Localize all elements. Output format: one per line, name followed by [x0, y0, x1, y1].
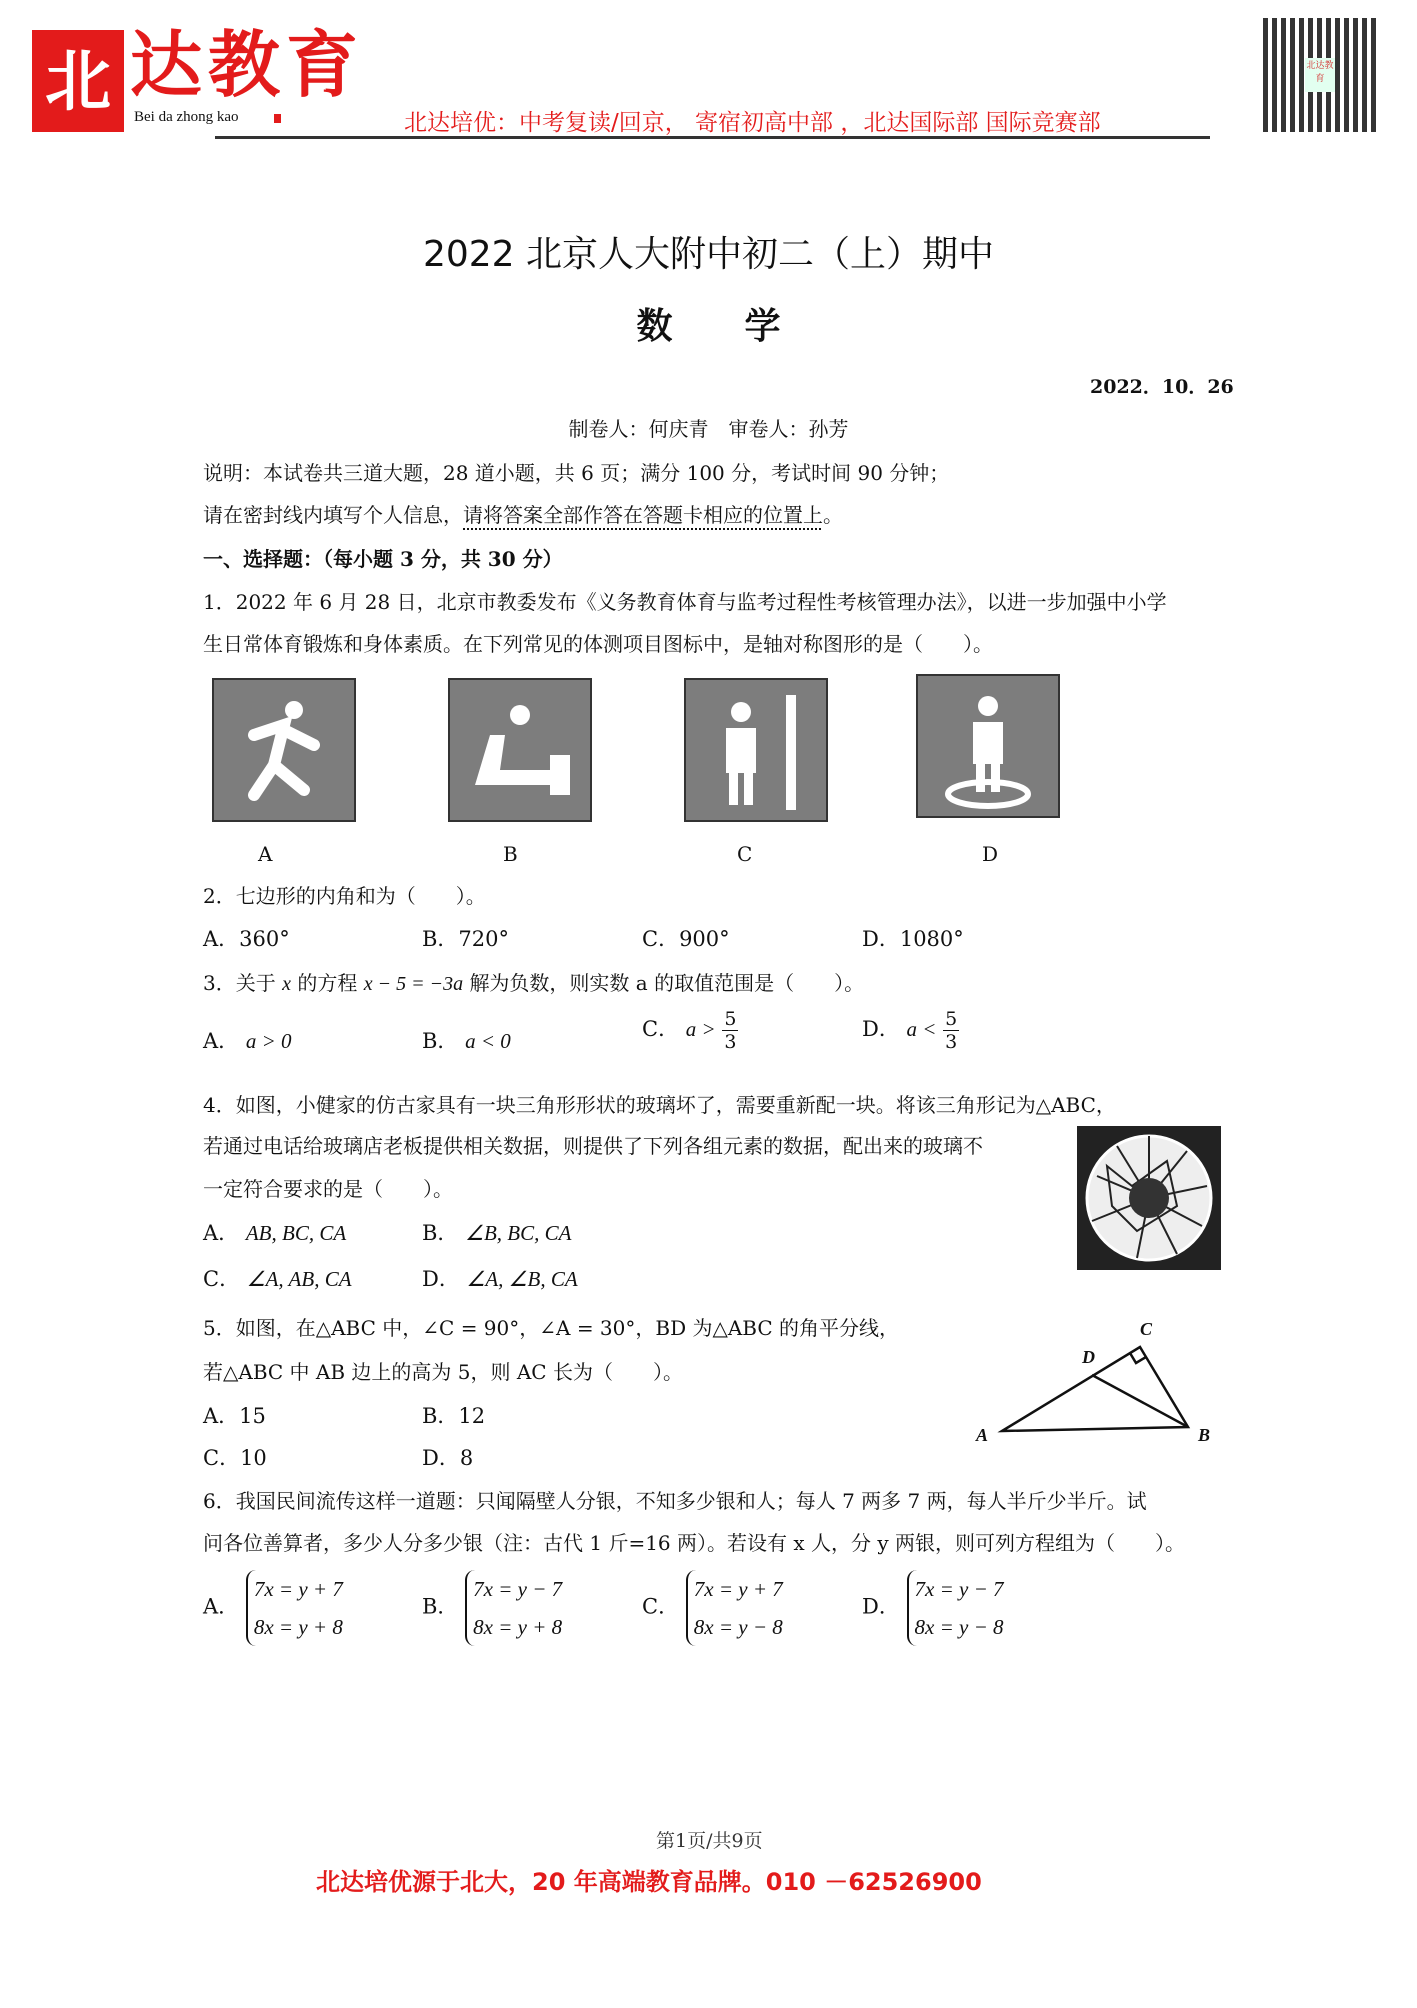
- expr: AB, BC, CA: [245, 1221, 347, 1245]
- equation-system: [686, 1570, 783, 1646]
- eq2: 8x = y + 8: [253, 1615, 343, 1639]
- q4-line-3: 一定符合要求的是（ ）。: [203, 1177, 453, 1201]
- equation-system: [907, 1570, 1004, 1646]
- logo-mark: 北: [45, 42, 111, 120]
- exam-authors: 制卷人：何庆青 审卷人：孙芳: [568, 417, 849, 441]
- label-b: B: [1198, 1425, 1211, 1445]
- footer-slogan: 北达培优源于北大，20 年高端教育品牌。010 －62526900: [316, 1868, 982, 1896]
- q3-text: [203, 967, 864, 996]
- q4-option-a[interactable]: [203, 1217, 346, 1247]
- label: B．: [422, 1221, 459, 1245]
- q3-pre: 3．关于: [203, 971, 276, 995]
- note-end: 。: [823, 503, 843, 527]
- q2-option-b[interactable]: B．720°: [422, 927, 510, 951]
- fraction: [943, 1008, 959, 1053]
- exam-title: 2022 北京人大附中初二（上）期中: [422, 234, 995, 275]
- q4-option-d[interactable]: [422, 1263, 578, 1293]
- icon-standing-circle: [916, 674, 1060, 818]
- eq2: 8x = y − 8: [914, 1615, 1004, 1639]
- q3-option-b[interactable]: [422, 1025, 511, 1055]
- equation-system: [246, 1570, 343, 1646]
- q6-line-2: 问各位善算者，多少人分多少银（注：古代 1 斤=16 两）。若设有 x 人，分 y 两银，则可列方程组为（ ）。: [203, 1531, 1186, 1555]
- label: C．: [203, 1267, 241, 1291]
- section-1-heading: 一、选择题：（每小题 3 分，共 30 分）: [203, 547, 563, 571]
- label-a: A: [976, 1425, 989, 1445]
- note-line-2: [203, 499, 843, 528]
- q6-option-c[interactable]: [642, 1570, 783, 1646]
- qr-code: [1263, 18, 1377, 132]
- qr-label: 北达教育: [1305, 58, 1335, 92]
- note-line-1: 说明：本试卷共三道大题，28 道小题，共 6 页；满分 100 分，考试时间 90 分钟；: [203, 461, 950, 485]
- q3-equation: x − 5 = −3a: [363, 973, 464, 995]
- label: D．: [862, 1594, 900, 1619]
- expr: ∠A, AB, CA: [246, 1267, 352, 1291]
- eq2: 8x = y − 8: [693, 1615, 783, 1639]
- eq1: 7x = y − 7: [914, 1577, 1004, 1601]
- q2-option-a[interactable]: A．360°: [203, 927, 290, 951]
- label-c: C: [1140, 1319, 1153, 1339]
- q5-option-b[interactable]: B．12: [422, 1404, 486, 1428]
- q5-option-a[interactable]: A．15: [203, 1404, 266, 1428]
- q4-option-b[interactable]: [422, 1217, 571, 1247]
- equation-system: [465, 1570, 562, 1646]
- label: A．: [203, 1029, 240, 1053]
- icon-height-measure: [684, 678, 828, 822]
- q5-line-2: 若△ABC 中 AB 边上的高为 5，则 AC 长为（ ）。: [203, 1360, 683, 1384]
- icon-running: [212, 678, 356, 822]
- logo-subtitle: Bei da zhong kao: [134, 109, 239, 125]
- expr: ∠A, ∠B, CA: [466, 1267, 578, 1291]
- header-rule: [215, 136, 1210, 139]
- q1-option-d[interactable]: D: [982, 842, 999, 866]
- label: B．: [422, 1029, 459, 1053]
- q3-mid: 的方程: [297, 971, 358, 995]
- header-tagline: 北达培优：中考复读/回京， 寄宿初高中部 ，北达国际部 国际竞赛部: [404, 110, 1101, 136]
- page-number: 第1页/共9页: [656, 1830, 763, 1852]
- fraction: [722, 1008, 738, 1053]
- exam-subject: 数 学: [636, 305, 781, 347]
- q3-post: 解为负数，则实数 a 的取值范围是（ ）。: [469, 971, 865, 995]
- logo-text: 达教育: [130, 22, 365, 107]
- q5-option-c[interactable]: C．10: [203, 1446, 267, 1470]
- label-d: D: [1082, 1347, 1095, 1367]
- eq1: 7x = y + 7: [693, 1577, 783, 1601]
- label: C．: [642, 1017, 680, 1041]
- numerator: 5: [945, 1008, 958, 1030]
- expr: a < 0: [465, 1029, 511, 1053]
- q4-line-1: 4．如图，小健家的仿古家具有一块三角形形状的玻璃坏了，需要重新配一块。将该三角形记为△ABC，: [203, 1093, 1116, 1117]
- glass-pattern-image: [1077, 1126, 1221, 1270]
- icon-sit-and-reach: [448, 678, 592, 822]
- label: D．: [422, 1267, 460, 1291]
- label: A．: [203, 1221, 240, 1245]
- q1-option-c[interactable]: C: [737, 842, 753, 866]
- q5-line-1: 5．如图，在△ABC 中，∠C = 90°，∠A = 30°，BD 为△ABC 的角平分线，: [203, 1316, 900, 1340]
- numerator: 5: [724, 1008, 737, 1030]
- q2-option-c[interactable]: C．900°: [642, 927, 730, 951]
- label: C．: [642, 1594, 680, 1619]
- q1-option-b[interactable]: B: [503, 842, 518, 866]
- note-text: 请在密封线内填写个人信息，: [203, 503, 463, 527]
- q4-option-c[interactable]: [203, 1263, 352, 1293]
- denominator: 3: [945, 1031, 958, 1053]
- q5-option-d[interactable]: D．8: [422, 1446, 474, 1470]
- denominator: 3: [724, 1031, 737, 1053]
- q6-option-a[interactable]: [203, 1570, 343, 1646]
- q2-text: 2．七边形的内角和为（ ）。: [203, 884, 486, 908]
- logo: [32, 30, 124, 132]
- eq2: 8x = y + 8: [473, 1615, 563, 1639]
- q3-option-a[interactable]: [203, 1025, 292, 1055]
- expr: a > 0: [245, 1029, 292, 1053]
- expr: ∠B, BC, CA: [465, 1221, 572, 1245]
- q6-line-1: 6．我国民间流传这样一道题：只闻隔壁人分银，不知多少银和人；每人 7 两多 7 两，每人半斤少半斤。试: [203, 1489, 1147, 1513]
- label: D．: [862, 1017, 900, 1041]
- logo-dot: [274, 114, 281, 123]
- q1-option-a[interactable]: A: [258, 842, 273, 866]
- note-emphasis: 请将答案全部作答在答题卡相应的位置上: [463, 503, 823, 527]
- triangle-figure: [970, 1315, 1220, 1455]
- q4-line-2: 若通过电话给玻璃店老板提供相关数据，则提供了下列各组元素的数据，配出来的玻璃不: [203, 1134, 983, 1158]
- q3-var: x: [282, 973, 291, 995]
- eq1: 7x = y − 7: [473, 1577, 563, 1601]
- q3-option-d[interactable]: [862, 1008, 959, 1053]
- q6-option-d[interactable]: [862, 1570, 1004, 1646]
- q3-option-c[interactable]: [642, 1008, 738, 1053]
- exam-date: 2022．10．26: [1090, 376, 1234, 398]
- label: A．: [203, 1594, 240, 1619]
- expr: a >: [685, 1017, 716, 1041]
- q6-option-b[interactable]: [422, 1570, 562, 1646]
- q2-option-d[interactable]: D．1080°: [862, 927, 964, 951]
- expr: a <: [906, 1017, 937, 1041]
- label: B．: [422, 1594, 459, 1619]
- q1-line-1: 1．2022 年 6 月 28 日，北京市教委发布《义务教育体育与监考过程性考核管理办法》，以进一步加强中小学: [203, 590, 1167, 614]
- q1-line-2: 生日常体育锻炼和身体素质。在下列常见的体测项目图标中，是轴对称图形的是（ ）。: [203, 632, 993, 656]
- eq1: 7x = y + 7: [253, 1577, 343, 1601]
